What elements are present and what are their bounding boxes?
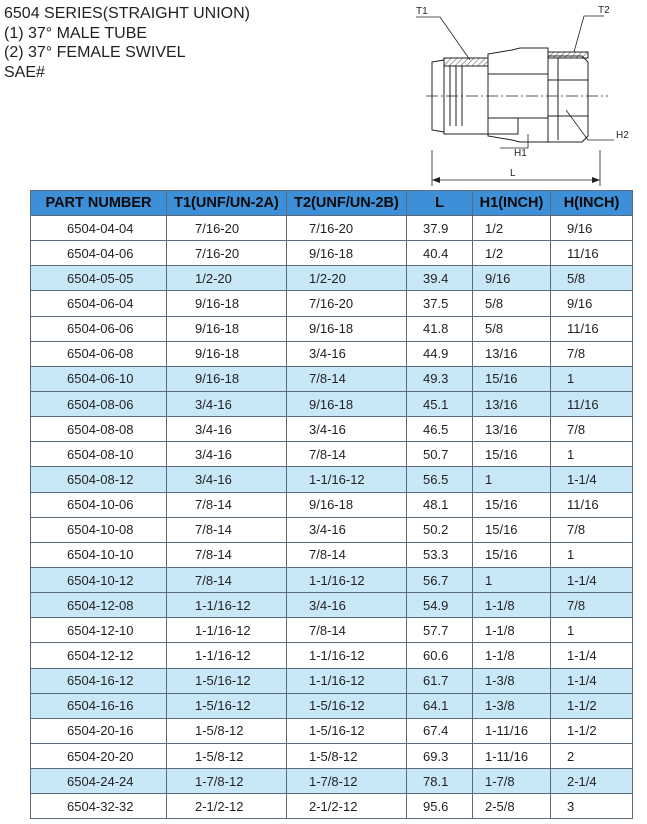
cell-h: 7/8 [551,341,633,366]
cell-h: 1-1/4 [551,668,633,693]
cell-part-number: 6504-06-10 [31,366,167,391]
cell-t1: 7/8-14 [167,492,287,517]
standard-label: SAE# [4,63,45,81]
cell-h1: 1-11/16 [473,718,551,743]
cell-l: 57.7 [407,618,473,643]
table-row [31,241,633,266]
cell-h: 2-1/4 [551,769,633,794]
cell-part-number: 6504-06-06 [31,316,167,341]
cell-t1: 7/8-14 [167,567,287,592]
title-block [4,4,250,82]
cell-t2: 7/16-20 [287,216,407,241]
cell-part-number: 6504-12-08 [31,593,167,618]
table-row [31,366,633,391]
cell-h1: 1 [473,567,551,592]
cell-t2: 7/16-20 [287,291,407,316]
cell-t1: 7/16-20 [167,216,287,241]
table-row [31,718,633,743]
cell-t2: 1-5/16-12 [287,693,407,718]
fitting-drawing [410,0,647,190]
end-2-description: (2) 37° FEMALE SWIVEL [4,44,186,61]
cell-h1: 13/16 [473,417,551,442]
cell-t1: 1-5/16-12 [167,668,287,693]
cell-t2: 1-1/16-12 [287,668,407,693]
cell-part-number: 6504-10-10 [31,542,167,567]
cell-h1: 1-3/8 [473,693,551,718]
cell-t2: 9/16-18 [287,241,407,266]
cell-l: 46.5 [407,417,473,442]
cell-part-number: 6504-08-08 [31,417,167,442]
cell-t2: 1-5/16-12 [287,718,407,743]
table-row [31,517,633,542]
cell-t1: 7/16-20 [167,241,287,266]
cell-h1: 1-11/16 [473,743,551,768]
cell-h1: 1-1/8 [473,593,551,618]
cell-h: 11/16 [551,391,633,416]
cell-l: 54.9 [407,593,473,618]
cell-t2: 2-1/2-12 [287,794,407,819]
cell-h1: 15/16 [473,517,551,542]
table-row [31,567,633,592]
label-t2: T2 [598,5,610,16]
cell-h: 7/8 [551,417,633,442]
table-row [31,743,633,768]
cell-l: 69.3 [407,743,473,768]
cell-h: 1 [551,618,633,643]
cell-l: 60.6 [407,643,473,668]
table-row [31,693,633,718]
table-row [31,492,633,517]
cell-l: 41.8 [407,316,473,341]
table-row [31,341,633,366]
cell-h1: 5/8 [473,316,551,341]
cell-h: 1-1/4 [551,643,633,668]
header-t2: T2(UNF/UN-2B) [287,191,407,216]
series-title: 6504 SERIES(STRAIGHT UNION) [4,5,250,22]
table-row [31,266,633,291]
table-row [31,316,633,341]
cell-t2: 9/16-18 [287,492,407,517]
header-l: L [407,191,473,216]
table-row [31,668,633,693]
cell-h1: 5/8 [473,291,551,316]
table-row [31,216,633,241]
cell-h: 1-1/4 [551,567,633,592]
label-t1: T1 [416,6,428,17]
cell-t1: 7/8-14 [167,517,287,542]
cell-t1: 1-1/16-12 [167,618,287,643]
table-row [31,417,633,442]
cell-t1: 1/2-20 [167,266,287,291]
cell-l: 61.7 [407,668,473,693]
cell-t1: 1-1/16-12 [167,643,287,668]
cell-l: 48.1 [407,492,473,517]
label-h1: H1 [514,148,527,159]
cell-t1: 3/4-16 [167,467,287,492]
cell-part-number: 6504-20-20 [31,743,167,768]
table-row [31,467,633,492]
cell-t2: 1-5/8-12 [287,743,407,768]
cell-l: 40.4 [407,241,473,266]
cell-l: 49.3 [407,366,473,391]
cell-h1: 1/2 [473,216,551,241]
cell-t2: 7/8-14 [287,618,407,643]
cell-part-number: 6504-10-06 [31,492,167,517]
cell-h1: 15/16 [473,366,551,391]
cell-part-number: 6504-10-08 [31,517,167,542]
cell-h1: 13/16 [473,341,551,366]
cell-l: 50.7 [407,442,473,467]
cell-t1: 1-5/8-12 [167,718,287,743]
cell-part-number: 6504-16-12 [31,668,167,693]
cell-h: 7/8 [551,593,633,618]
cell-part-number: 6504-08-06 [31,391,167,416]
cell-l: 39.4 [407,266,473,291]
cell-part-number: 6504-12-10 [31,618,167,643]
cell-part-number: 6504-10-12 [31,567,167,592]
spec-table [30,190,633,819]
cell-h1: 1-7/8 [473,769,551,794]
cell-t1: 1-1/16-12 [167,593,287,618]
cell-h: 5/8 [551,266,633,291]
header-t1: T1(UNF/UN-2A) [167,191,287,216]
cell-l: 56.7 [407,567,473,592]
cell-h: 9/16 [551,291,633,316]
end-1-description: (1) 37° MALE TUBE [4,24,148,42]
cell-t2: 9/16-18 [287,391,407,416]
cell-part-number: 6504-24-24 [31,769,167,794]
cell-l: 64.1 [407,693,473,718]
cell-h: 9/16 [551,216,633,241]
cell-part-number: 6504-06-04 [31,291,167,316]
cell-h1: 1-3/8 [473,668,551,693]
cell-h1: 15/16 [473,442,551,467]
cell-part-number: 6504-08-12 [31,467,167,492]
cell-part-number: 6504-04-04 [31,216,167,241]
cell-t1: 3/4-16 [167,442,287,467]
cell-t1: 1-7/8-12 [167,769,287,794]
cell-part-number: 6504-05-05 [31,266,167,291]
header-part-number: PART NUMBER [31,191,167,216]
table-row [31,618,633,643]
cell-t2: 3/4-16 [287,593,407,618]
cell-h1: 1 [473,467,551,492]
cell-l: 37.5 [407,291,473,316]
cell-t1: 9/16-18 [167,316,287,341]
cell-t2: 1-1/16-12 [287,567,407,592]
label-l: L [510,168,516,179]
cell-h: 11/16 [551,492,633,517]
cell-l: 45.1 [407,391,473,416]
cell-t2: 7/8-14 [287,542,407,567]
table-row [31,291,633,316]
cell-h: 1 [551,442,633,467]
cell-part-number: 6504-32-32 [31,794,167,819]
cell-h: 1-1/2 [551,718,633,743]
cell-part-number: 6504-20-16 [31,718,167,743]
cell-t2: 1-7/8-12 [287,769,407,794]
table-row [31,769,633,794]
cell-h1: 9/16 [473,266,551,291]
cell-part-number: 6504-16-16 [31,693,167,718]
cell-t1: 7/8-14 [167,542,287,567]
cell-h1: 15/16 [473,492,551,517]
cell-h: 2 [551,743,633,768]
cell-t1: 9/16-18 [167,291,287,316]
cell-t1: 1-5/8-12 [167,743,287,768]
table-row [31,794,633,819]
cell-h: 3 [551,794,633,819]
header-h1: H1(INCH) [473,191,551,216]
cell-l: 37.9 [407,216,473,241]
cell-l: 78.1 [407,769,473,794]
cell-h: 11/16 [551,316,633,341]
cell-l: 56.5 [407,467,473,492]
table-row [31,593,633,618]
cell-t2: 3/4-16 [287,417,407,442]
cell-h1: 13/16 [473,391,551,416]
cell-t1: 1-5/16-12 [167,693,287,718]
cell-part-number: 6504-04-06 [31,241,167,266]
cell-part-number: 6504-06-08 [31,341,167,366]
cell-h1: 1/2 [473,241,551,266]
cell-t2: 7/8-14 [287,442,407,467]
cell-l: 44.9 [407,341,473,366]
cell-h: 1 [551,366,633,391]
cell-t1: 9/16-18 [167,366,287,391]
cell-h: 7/8 [551,517,633,542]
header-h: H(INCH) [551,191,633,216]
cell-h: 11/16 [551,241,633,266]
cell-h1: 2-5/8 [473,794,551,819]
table-row [31,643,633,668]
cell-h: 1-1/4 [551,467,633,492]
cell-h: 1 [551,542,633,567]
cell-part-number: 6504-12-12 [31,643,167,668]
cell-t1: 2-1/2-12 [167,794,287,819]
cell-t2: 1/2-20 [287,266,407,291]
cell-h: 1-1/2 [551,693,633,718]
header-row [31,191,633,216]
cell-l: 53.3 [407,542,473,567]
cell-h1: 1-1/8 [473,618,551,643]
label-h2: H2 [616,130,629,141]
cell-t2: 3/4-16 [287,517,407,542]
cell-h1: 1-1/8 [473,643,551,668]
cell-t1: 3/4-16 [167,417,287,442]
cell-l: 67.4 [407,718,473,743]
cell-l: 50.2 [407,517,473,542]
cell-t2: 9/16-18 [287,316,407,341]
cell-t2: 7/8-14 [287,366,407,391]
table-row [31,542,633,567]
cell-l: 95.6 [407,794,473,819]
cell-h1: 15/16 [473,542,551,567]
table-body [31,216,633,819]
cell-t2: 1-1/16-12 [287,467,407,492]
cell-t1: 9/16-18 [167,341,287,366]
cell-part-number: 6504-08-10 [31,442,167,467]
cell-t1: 3/4-16 [167,391,287,416]
cell-t2: 1-1/16-12 [287,643,407,668]
cell-t2: 3/4-16 [287,341,407,366]
table-row [31,442,633,467]
table-row [31,391,633,416]
